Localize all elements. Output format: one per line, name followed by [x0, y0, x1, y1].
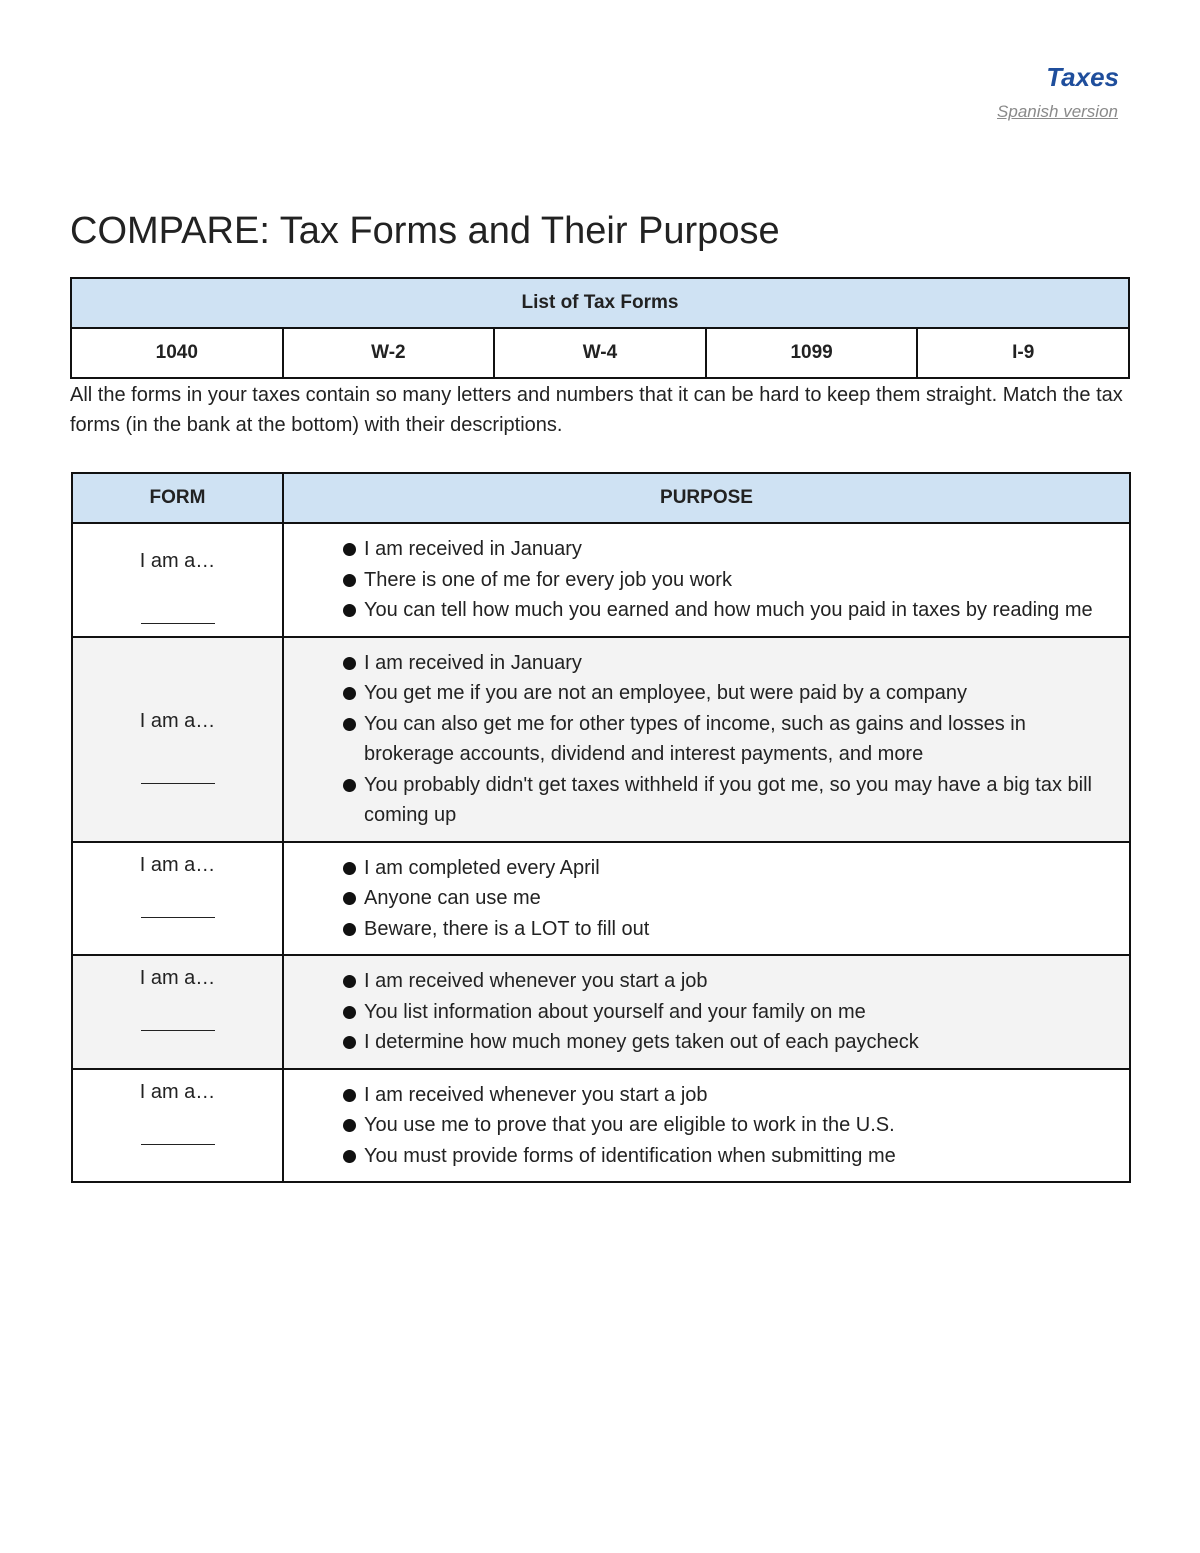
purpose-item: Beware, there is a LOT to fill out: [298, 914, 1119, 945]
bank-heading: List of Tax Forms: [71, 278, 1129, 328]
bullet-icon: [343, 604, 356, 617]
bullet-icon: [343, 1036, 356, 1049]
tax-form-bank: [70, 277, 1130, 379]
purpose-cell: [283, 637, 1130, 842]
purpose-item: I am completed every April: [298, 853, 1119, 884]
bank-form-w4: W-4: [494, 328, 706, 378]
bank-form-1099: 1099: [706, 328, 918, 378]
purpose-list: [298, 1080, 1119, 1172]
bullet-icon: [343, 543, 356, 556]
purpose-column-header: PURPOSE: [283, 473, 1130, 523]
form-prompt: I am a…: [139, 550, 216, 572]
answer-blank[interactable]: [141, 623, 215, 624]
table-row: [72, 637, 1130, 842]
purpose-item: I am received in January: [298, 648, 1119, 679]
bullet-icon: [343, 1119, 356, 1132]
bullet-icon: [343, 657, 356, 670]
answer-blank[interactable]: [141, 1144, 215, 1145]
purpose-item: You list information about yourself and your family on me: [298, 997, 1119, 1028]
purpose-item: I determine how much money gets taken out of each paycheck: [298, 1027, 1119, 1058]
bullet-icon: [343, 779, 356, 792]
answer-blank[interactable]: [141, 917, 215, 918]
bullet-icon: [343, 1006, 356, 1019]
table-row: [72, 955, 1130, 1069]
form-answer-cell: [72, 1069, 283, 1183]
form-answer-cell: [72, 523, 283, 637]
purpose-item: You can also get me for other types of income, such as gains and losses in brokerage accounts, dividend and interest payments, and more: [298, 709, 1119, 770]
bullet-icon: [343, 975, 356, 988]
purpose-item: You use me to prove that you are eligible to work in the U.S.: [298, 1110, 1119, 1141]
bank-form-1040: 1040: [71, 328, 283, 378]
answer-blank[interactable]: [141, 1030, 215, 1031]
form-answer-cell: [72, 842, 283, 956]
bank-form-i9: I-9: [917, 328, 1129, 378]
answer-blank[interactable]: [141, 783, 215, 784]
document-header-title: Taxes: [1046, 62, 1119, 92]
purpose-list: [298, 534, 1119, 626]
form-answer-cell: [72, 955, 283, 1069]
purpose-cell: [283, 523, 1130, 637]
table-row: [72, 842, 1130, 956]
spanish-version-link[interactable]: Spanish version: [997, 102, 1118, 121]
form-prompt: I am a…: [139, 853, 216, 876]
purpose-list: [298, 966, 1119, 1058]
bullet-icon: [343, 892, 356, 905]
form-prompt: I am a…: [139, 967, 216, 989]
purpose-item: You must provide forms of identification when submitting me: [298, 1141, 1119, 1172]
bullet-icon: [343, 1150, 356, 1163]
purpose-item: There is one of me for every job you work: [298, 565, 1119, 596]
purpose-item: You probably didn't get taxes withheld if you got me, so you may have a big tax bill coming up: [298, 770, 1119, 831]
purpose-item: I am received whenever you start a job: [298, 1080, 1119, 1111]
bank-form-w2: W-2: [283, 328, 495, 378]
bullet-icon: [343, 862, 356, 875]
table-row: [72, 1069, 1130, 1183]
bullet-icon: [343, 574, 356, 587]
purpose-cell: [283, 842, 1130, 956]
form-answer-cell: [72, 637, 283, 842]
page-title: COMPARE: Tax Forms and Their Purpose: [70, 210, 780, 252]
purpose-list: [298, 853, 1119, 945]
purpose-item: I am received in January: [298, 534, 1119, 565]
table-row: [72, 523, 1130, 637]
purpose-cell: [283, 1069, 1130, 1183]
purpose-item: You get me if you are not an employee, but were paid by a company: [298, 678, 1119, 709]
form-column-header: FORM: [72, 473, 283, 523]
purpose-item: I am received whenever you start a job: [298, 966, 1119, 997]
purpose-cell: [283, 955, 1130, 1069]
purpose-item: Anyone can use me: [298, 883, 1119, 914]
bullet-icon: [343, 1089, 356, 1102]
bullet-icon: [343, 687, 356, 700]
form-prompt: I am a…: [139, 709, 216, 732]
purpose-item: You can tell how much you earned and how much you paid in taxes by reading me: [298, 595, 1119, 626]
instructions-text: All the forms in your taxes contain so many letters and numbers that it can be hard to keep them straight. Match the tax forms (in the bank at the bottom) with their descriptions.: [70, 384, 1123, 436]
purpose-list: [298, 648, 1119, 831]
bullet-icon: [343, 923, 356, 936]
form-purpose-table: [71, 472, 1131, 1183]
bullet-icon: [343, 718, 356, 731]
form-prompt: I am a…: [139, 1080, 216, 1103]
